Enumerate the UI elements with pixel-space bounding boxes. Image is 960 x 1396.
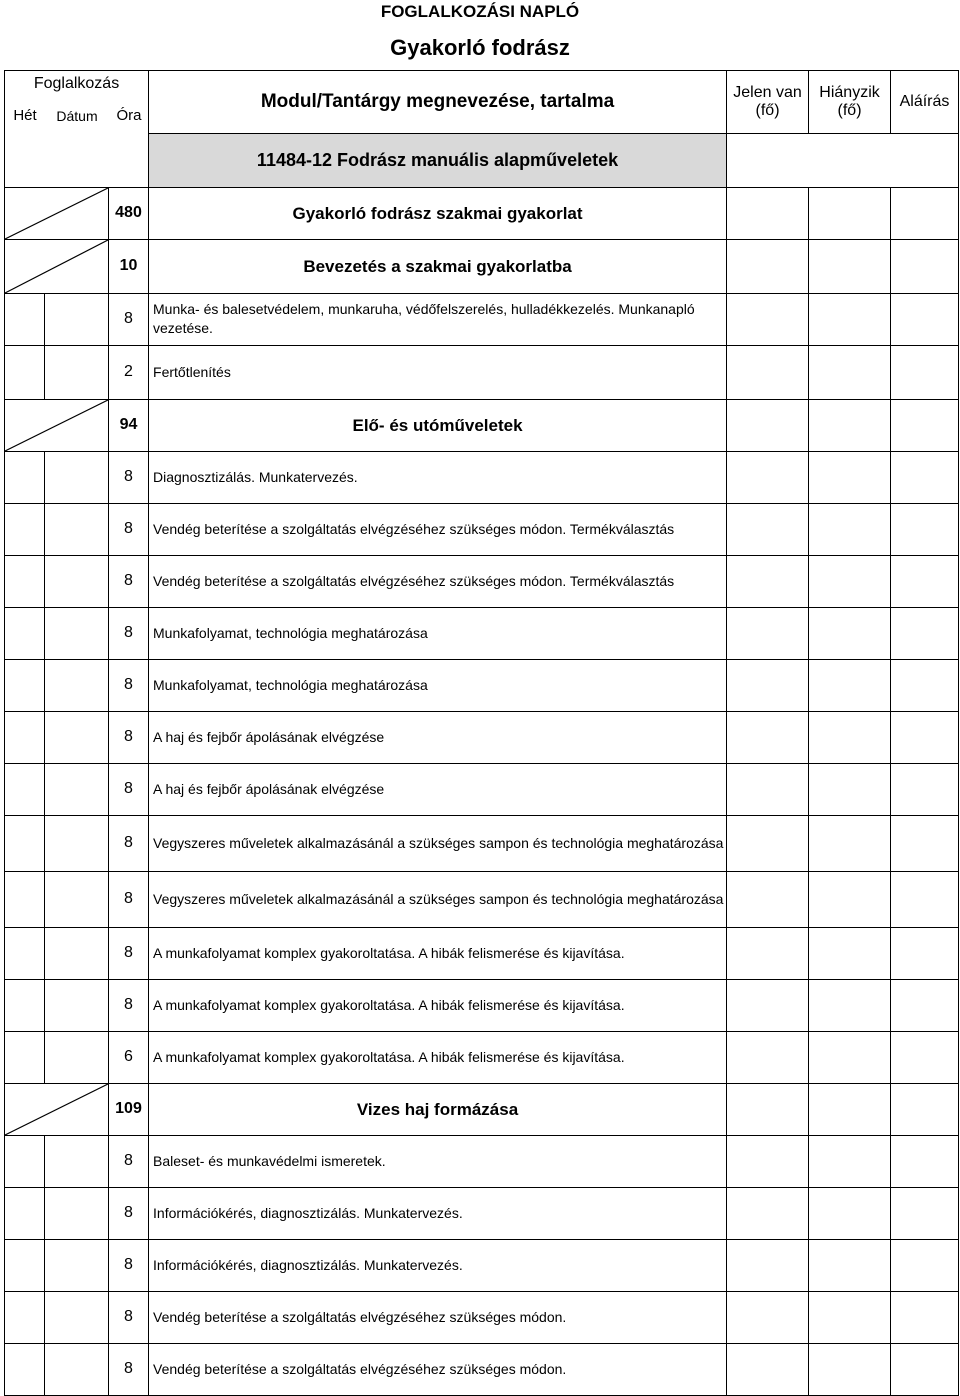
item-row [5, 711, 959, 763]
item-row [5, 927, 959, 979]
het-cell[interactable] [5, 607, 45, 659]
item-description: Munka- és balesetvédelem, munkaruha, védőfelszerelés, hulladékkezelés. Munkanapló vezetése. [149, 293, 727, 345]
item-row [5, 1187, 959, 1239]
hours-cell: 8 [109, 607, 149, 659]
item-description: Vendég beterítése a szolgáltatás elvégzéséhez szükséges módon. Termékválasztás [149, 503, 727, 555]
hours-cell: 10 [109, 239, 149, 293]
alairas-cell[interactable] [891, 871, 959, 927]
item-description: A munkafolyamat komplex gyakoroltatása. A hibák felismerése és kijavítása. [149, 1031, 727, 1083]
alairas-cell[interactable] [891, 1031, 959, 1083]
jelen-cell[interactable] [727, 659, 809, 711]
alairas-cell[interactable] [891, 1343, 959, 1395]
item-row [5, 815, 959, 871]
module-blank [5, 133, 149, 187]
hiany-cell[interactable] [809, 1187, 891, 1239]
datum-cell[interactable] [45, 815, 109, 871]
hours-cell: 8 [109, 451, 149, 503]
hours-cell: 8 [109, 659, 149, 711]
datum-cell[interactable] [45, 1135, 109, 1187]
hours-cell: 2 [109, 345, 149, 399]
jelen-cell[interactable] [727, 503, 809, 555]
modul-header: Modul/Tantárgy megnevezése, tartalma [149, 71, 727, 134]
item-row [5, 1031, 959, 1083]
diagonal-cell [5, 399, 109, 451]
hours-cell: 8 [109, 1343, 149, 1395]
diagonal-cell [5, 239, 109, 293]
jelen-cell[interactable] [727, 979, 809, 1031]
hiany-cell[interactable] [809, 345, 891, 399]
hiany-cell[interactable] [809, 871, 891, 927]
hours-cell: 8 [109, 927, 149, 979]
datum-cell[interactable] [45, 871, 109, 927]
alairas-cell[interactable] [891, 659, 959, 711]
datum-cell[interactable] [45, 927, 109, 979]
item-row [5, 979, 959, 1031]
item-description: A haj és fejbőr ápolásának elvégzése [149, 763, 727, 815]
hiany-cell[interactable] [809, 659, 891, 711]
hiany-header [809, 71, 891, 134]
jelen-cell[interactable] [727, 1083, 809, 1135]
het-cell[interactable] [5, 555, 45, 607]
jelen-cell[interactable] [727, 187, 809, 239]
het-cell[interactable] [5, 293, 45, 345]
datum-cell[interactable] [45, 1343, 109, 1395]
alairas-cell[interactable] [891, 763, 959, 815]
alairas-cell[interactable] [891, 927, 959, 979]
hours-cell: 8 [109, 979, 149, 1031]
alairas-cell[interactable] [891, 1291, 959, 1343]
item-description: Vegyszeres műveletek alkalmazásánál a szükséges sampon és technológia meghatározása [149, 871, 727, 927]
alairas-cell[interactable] [891, 399, 959, 451]
hiany-cell[interactable] [809, 503, 891, 555]
hours-cell: 94 [109, 399, 149, 451]
het-cell[interactable] [5, 763, 45, 815]
datum-cell[interactable] [45, 451, 109, 503]
jelen-cell[interactable] [727, 763, 809, 815]
item-description: Fertőtlenítés [149, 345, 727, 399]
het-cell[interactable] [5, 711, 45, 763]
het-cell[interactable] [5, 1291, 45, 1343]
hours-cell: 8 [109, 1187, 149, 1239]
het-cell[interactable] [5, 1239, 45, 1291]
datum-cell[interactable] [45, 763, 109, 815]
item-row [5, 763, 959, 815]
datum-cell[interactable] [45, 293, 109, 345]
het-cell[interactable] [5, 1343, 45, 1395]
alairas-cell[interactable] [891, 293, 959, 345]
item-description: Diagnosztizálás. Munkatervezés. [149, 451, 727, 503]
diagonal-cell [5, 187, 109, 239]
hiany-cell[interactable] [809, 1031, 891, 1083]
document-subtitle: Gyakorló fodrász [390, 35, 570, 60]
het-cell[interactable] [5, 345, 45, 399]
alairas-cell[interactable] [891, 711, 959, 763]
hiany-cell[interactable] [809, 293, 891, 345]
hiany-cell[interactable] [809, 451, 891, 503]
hiany-cell[interactable] [809, 763, 891, 815]
section-title: Elő- és utóműveletek [149, 399, 727, 451]
alairas-cell[interactable] [891, 979, 959, 1031]
section-row [5, 1083, 959, 1135]
hiany-cell[interactable] [809, 607, 891, 659]
jelen-label-2: (fő) [755, 101, 780, 119]
hiany-label-2: (fő) [837, 101, 862, 119]
alairas-cell[interactable] [891, 1239, 959, 1291]
item-description: Vegyszeres műveletek alkalmazásánál a szükséges sampon és technológia meghatározása [149, 815, 727, 871]
het-cell[interactable] [5, 451, 45, 503]
module-row [5, 133, 959, 187]
hiany-label-1: Hiányzik [819, 83, 880, 101]
item-description: Baleset- és munkavédelmi ismeretek. [149, 1135, 727, 1187]
item-description: Információkérés, diagnosztizálás. Munkatervezés. [149, 1239, 727, 1291]
item-row [5, 1291, 959, 1343]
datum-cell[interactable] [45, 555, 109, 607]
het-cell[interactable] [5, 927, 45, 979]
section-title: Vizes haj formázása [149, 1083, 727, 1135]
hours-cell: 8 [109, 1239, 149, 1291]
jelen-cell[interactable] [727, 607, 809, 659]
hours-cell: 8 [109, 711, 149, 763]
hours-cell: 6 [109, 1031, 149, 1083]
datum-cell[interactable] [45, 659, 109, 711]
item-description: Információkérés, diagnosztizálás. Munkatervezés. [149, 1187, 727, 1239]
header-row [5, 71, 959, 134]
datum-cell[interactable] [45, 711, 109, 763]
datum-cell[interactable] [45, 1031, 109, 1083]
section-row [5, 239, 959, 293]
item-description: A munkafolyamat komplex gyakoroltatása. A hibák felismerése és kijavítása. [149, 979, 727, 1031]
datum-label: Dátum [56, 108, 98, 124]
hours-cell: 8 [109, 1135, 149, 1187]
hiany-cell[interactable] [809, 927, 891, 979]
section-row [5, 187, 959, 239]
jelen-cell[interactable] [727, 1291, 809, 1343]
alairas-cell[interactable] [891, 607, 959, 659]
jelen-cell[interactable] [727, 871, 809, 927]
hours-cell: 8 [109, 815, 149, 871]
foglalkozas-header [5, 71, 149, 134]
het-cell[interactable] [5, 1031, 45, 1083]
jelen-cell[interactable] [727, 927, 809, 979]
het-cell[interactable] [5, 979, 45, 1031]
diagonal-line [5, 400, 108, 451]
item-description: Munkafolyamat, technológia meghatározása [149, 607, 727, 659]
jelen-cell[interactable] [727, 555, 809, 607]
alairas-cell[interactable] [891, 1187, 959, 1239]
hours-cell: 8 [109, 1291, 149, 1343]
datum-cell[interactable] [45, 345, 109, 399]
jelen-cell[interactable] [727, 399, 809, 451]
datum-cell[interactable] [45, 503, 109, 555]
jelen-cell[interactable] [727, 1135, 809, 1187]
hours-cell: 8 [109, 871, 149, 927]
section-title: Gyakorló fodrász szakmai gyakorlat [149, 187, 727, 239]
section-title: Bevezetés a szakmai gyakorlatba [149, 239, 727, 293]
alairas-cell[interactable] [891, 815, 959, 871]
module-title: 11484-12 Fodrász manuális alapműveletek [149, 133, 727, 187]
item-row [5, 555, 959, 607]
item-row [5, 503, 959, 555]
jelen-cell[interactable] [727, 1031, 809, 1083]
foglalkozas-label: Foglalkozás [33, 75, 120, 92]
item-row [5, 607, 959, 659]
section-row [5, 399, 959, 451]
hiany-cell[interactable] [809, 1083, 891, 1135]
hiany-cell[interactable] [809, 1239, 891, 1291]
item-row [5, 659, 959, 711]
item-description: Vendég beterítése a szolgáltatás elvégzéséhez szükséges módon. Termékválasztás [149, 555, 727, 607]
jelen-cell[interactable] [727, 451, 809, 503]
item-row [5, 1343, 959, 1395]
hours-cell: 8 [109, 293, 149, 345]
het-cell[interactable] [5, 871, 45, 927]
hiany-cell[interactable] [809, 1291, 891, 1343]
alairas-cell[interactable] [891, 1135, 959, 1187]
module-blank-right [727, 133, 959, 187]
het-cell[interactable] [5, 659, 45, 711]
hiany-cell[interactable] [809, 187, 891, 239]
hiany-cell[interactable] [809, 711, 891, 763]
jelen-label-1: Jelen van [733, 83, 802, 101]
datum-cell[interactable] [45, 1291, 109, 1343]
jelen-cell[interactable] [727, 711, 809, 763]
het-cell[interactable] [5, 1135, 45, 1187]
het-label: Hét [13, 107, 37, 124]
hiany-cell[interactable] [809, 979, 891, 1031]
alairas-cell[interactable] [891, 345, 959, 399]
het-cell[interactable] [5, 815, 45, 871]
item-row [5, 345, 959, 399]
alairas-cell[interactable] [891, 503, 959, 555]
hiany-cell[interactable] [809, 555, 891, 607]
item-description: Vendég beterítése a szolgáltatás elvégzéséhez szükséges módon. [149, 1291, 727, 1343]
ora-label: Óra [116, 107, 142, 124]
diagonal-cell [5, 1083, 109, 1135]
item-row [5, 293, 959, 345]
datum-cell[interactable] [45, 1187, 109, 1239]
datum-cell[interactable] [45, 979, 109, 1031]
document-title: FOGLALKOZÁSI NAPLÓ [380, 2, 580, 21]
hiany-cell[interactable] [809, 239, 891, 293]
hours-cell: 8 [109, 503, 149, 555]
diagonal-line [5, 240, 108, 293]
item-description: Vendég beterítése a szolgáltatás elvégzéséhez szükséges módon. [149, 1343, 727, 1395]
alairas-cell[interactable] [891, 555, 959, 607]
item-description: A munkafolyamat komplex gyakoroltatása. A hibák felismerése és kijavítása. [149, 927, 727, 979]
diagonal-line [5, 1084, 108, 1135]
jelen-cell[interactable] [727, 815, 809, 871]
jelen-cell[interactable] [727, 345, 809, 399]
alairas-cell[interactable] [891, 451, 959, 503]
hiany-cell[interactable] [809, 1135, 891, 1187]
item-row [5, 1135, 959, 1187]
hours-cell: 109 [109, 1083, 149, 1135]
jelen-cell[interactable] [727, 293, 809, 345]
jelen-cell[interactable] [727, 1239, 809, 1291]
jelen-cell[interactable] [727, 239, 809, 293]
item-description: A haj és fejbőr ápolásának elvégzése [149, 711, 727, 763]
hiany-cell[interactable] [809, 1343, 891, 1395]
het-cell[interactable] [5, 503, 45, 555]
item-row [5, 1239, 959, 1291]
item-row [5, 871, 959, 927]
jelen-header [727, 71, 809, 134]
hiany-cell[interactable] [809, 399, 891, 451]
jelen-cell[interactable] [727, 1187, 809, 1239]
alairas-cell[interactable] [891, 187, 959, 239]
diagonal-line [5, 188, 108, 239]
alairas-header: Aláírás [891, 71, 959, 134]
het-cell[interactable] [5, 1187, 45, 1239]
datum-cell[interactable] [45, 607, 109, 659]
hiany-cell[interactable] [809, 815, 891, 871]
jelen-cell[interactable] [727, 1343, 809, 1395]
hours-cell: 480 [109, 187, 149, 239]
hours-cell: 8 [109, 555, 149, 607]
alairas-cell[interactable] [891, 239, 959, 293]
alairas-cell[interactable] [891, 1083, 959, 1135]
log-table [4, 70, 959, 1396]
hours-cell: 8 [109, 763, 149, 815]
datum-cell[interactable] [45, 1239, 109, 1291]
item-row [5, 451, 959, 503]
item-description: Munkafolyamat, technológia meghatározása [149, 659, 727, 711]
